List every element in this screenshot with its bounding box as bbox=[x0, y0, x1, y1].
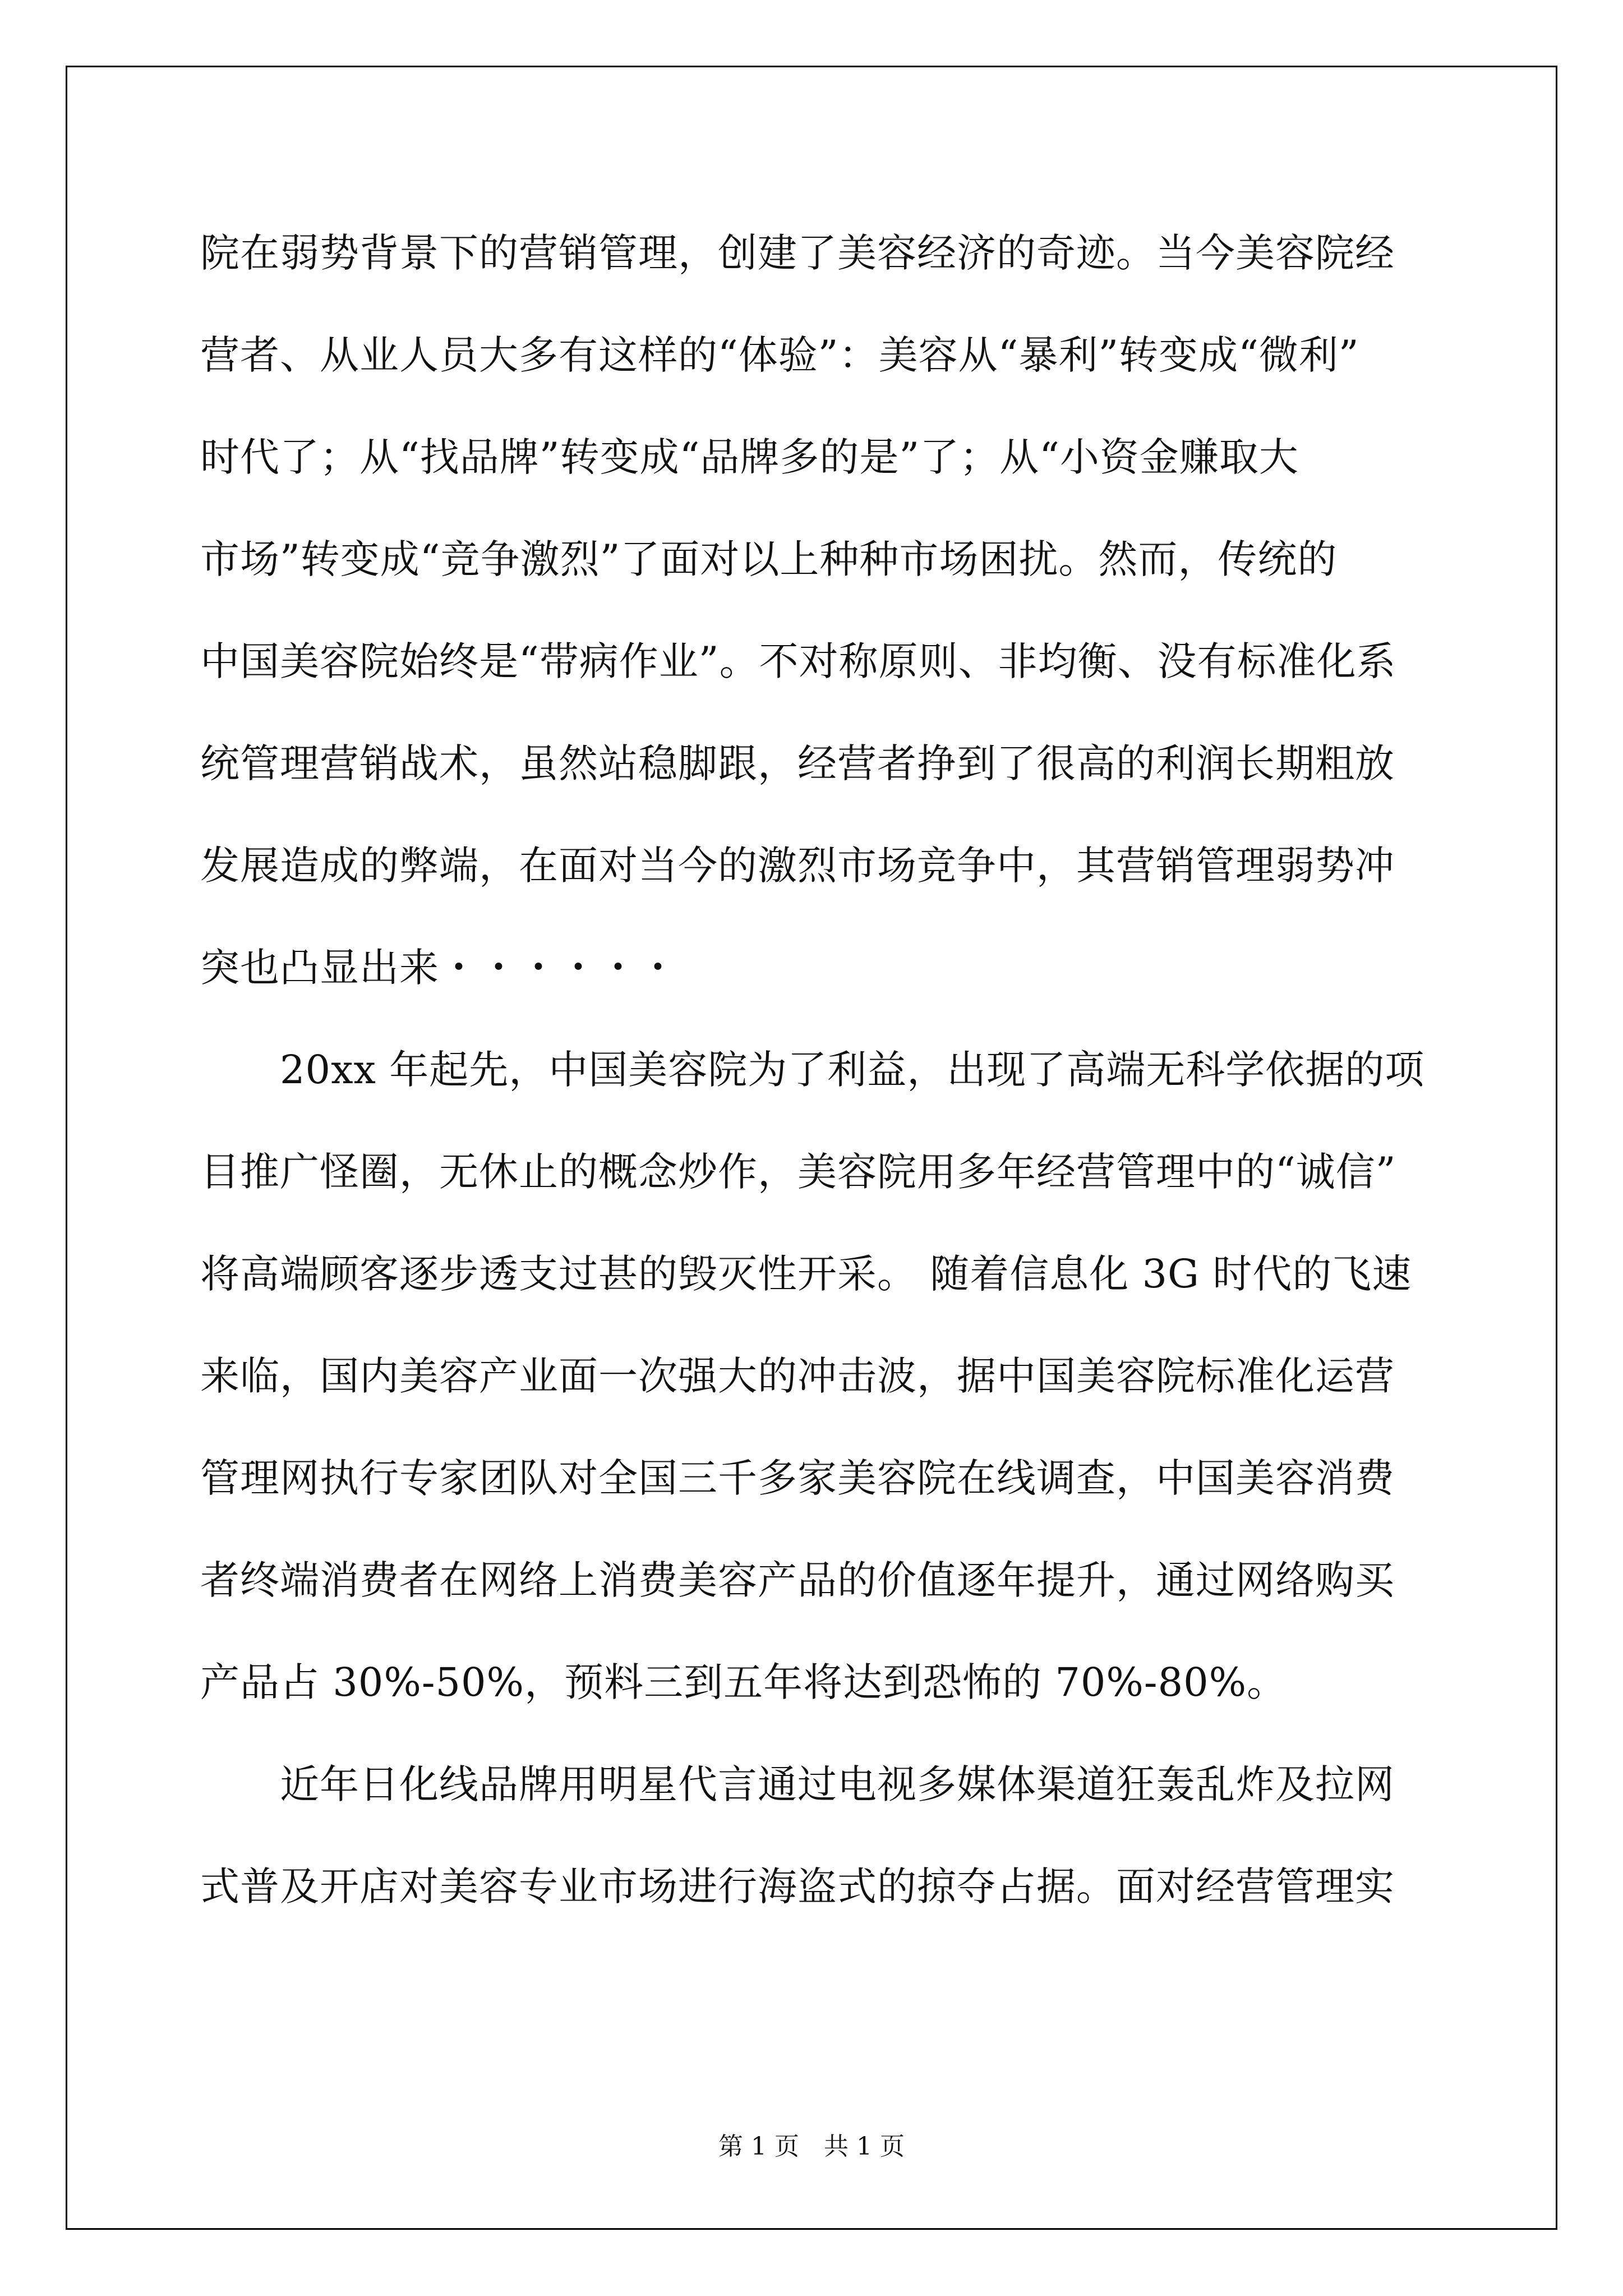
paragraph-1 bbox=[200, 202, 1423, 1019]
text-line: 统管理营销战术，虽然站稳脚跟，经营者挣到了很高的利润长期粗放 bbox=[200, 740, 1395, 786]
text-line: 突也凸显出来・・・・・・ bbox=[200, 945, 678, 991]
text-line: 产品占 30%-50%，预料三到五年将达到恐怖的 70%-80%。 bbox=[200, 1659, 1287, 1705]
text-line: 者终端消费者在网络上消费美容产品的价值逐年提升，通过网络购买 bbox=[200, 1557, 1395, 1603]
paragraph-3 bbox=[200, 1733, 1423, 1938]
text-line: 时代了；从“找品牌”转变成“品牌多的是”了；从“小资金赚取大 bbox=[200, 434, 1299, 480]
page-number-footer: 第 1 页 共 1 页 bbox=[718, 2132, 905, 2161]
document-body bbox=[200, 202, 1423, 1938]
text-line: 营者、从业人员大多有这样的“体验”：美容从“暴利”转变成“微利” bbox=[200, 332, 1359, 378]
text-line: 院在弱势背景下的营销管理，创建了美容经济的奇迹。当今美容院经 bbox=[200, 230, 1395, 276]
text-line: 市场”转变成“竞争激烈”了面对以上种种市场困扰。然而，传统的 bbox=[200, 536, 1338, 582]
text-line: 中国美容院始终是“带病作业”。不对称原则、非均衡、没有标准化系 bbox=[200, 638, 1396, 684]
text-line: 式普及开店对美容专业市场进行海盗式的掠夺占据。面对经营管理实 bbox=[200, 1864, 1395, 1910]
text-line: 目推广怪圈，无休止的概念炒作，美容院用多年经营管理中的“诚信” bbox=[200, 1149, 1396, 1195]
text-line: 将高端顾客逐步透支过甚的毁灭性开采。 随着信息化 3G 时代的飞速 bbox=[200, 1251, 1412, 1297]
text-line: 来临，国内美容产业面一次强大的冲击波，据中国美容院标准化运营 bbox=[200, 1353, 1395, 1399]
text-line: 发展造成的弊端，在面对当今的激烈市场竞争中，其营销管理弱势冲 bbox=[200, 843, 1395, 889]
paragraph-2 bbox=[200, 1019, 1423, 1733]
text-line: 近年日化线品牌用明星代言通过电视多媒体渠道狂轰乱炸及拉网 bbox=[280, 1761, 1395, 1807]
text-line: 20xx 年起先，中国美容院为了利益，出现了高端无科学依据的项 bbox=[280, 1047, 1425, 1093]
text-line: 管理网执行专家团队对全国三千多家美容院在线调查，中国美容消费 bbox=[200, 1455, 1395, 1501]
